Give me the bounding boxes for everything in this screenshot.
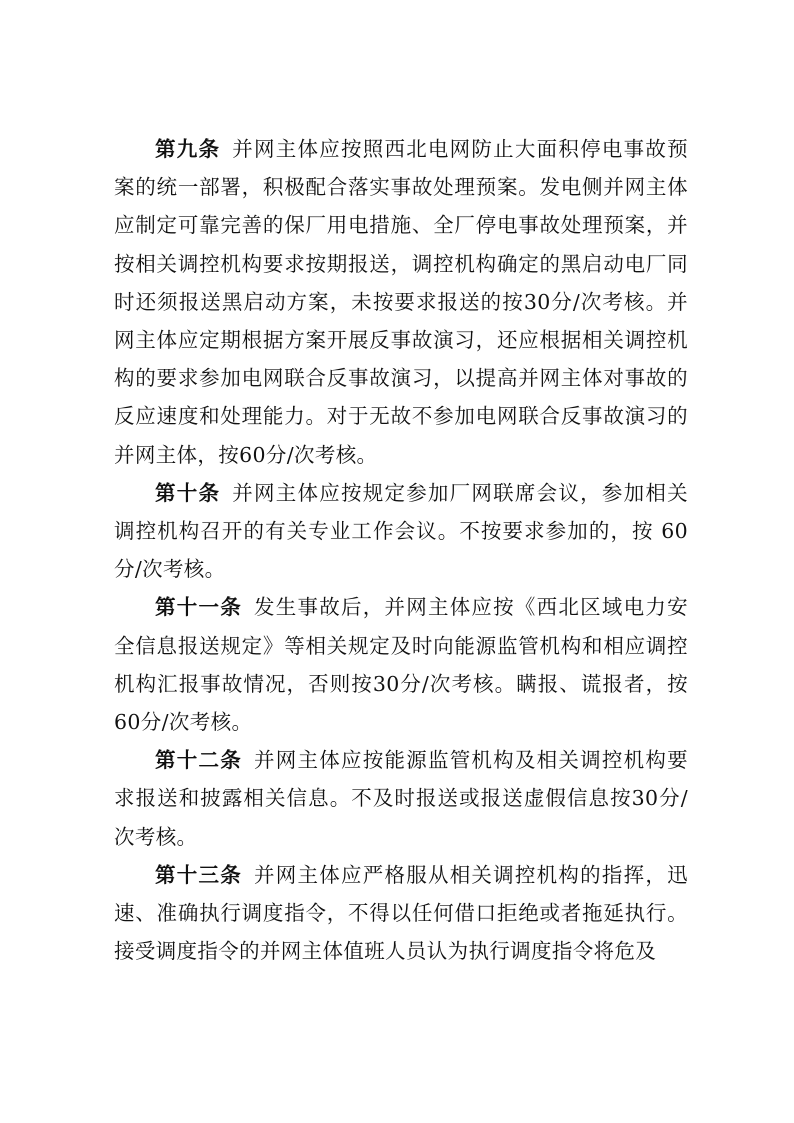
article-body: 并网主体应按能源监管机构及相关调控机构要求报送和披露相关信息。不及时报送或报送虚假信息按30分/次考核。 [114,748,688,849]
article-10 [114,474,688,589]
article-body: 并网主体应严格服从相关调控机构的指挥，迅速、准确执行调度指令，不得以任何借口拒绝或者拖延执行。接受调度指令的并网主体值班人员认为执行调度指令将危及 [114,862,688,964]
article-9 [114,130,688,474]
article-heading: 第十二条 [155,748,242,773]
article-13 [114,856,688,971]
article-body: 并网主体应按照西北电网防止大面积停电事故预案的统一部署，积极配合落实事故处理预案。发电侧并网主体应制定可靠完善的保厂用电措施、全厂停电事故处理预案，并按相关调控机构要求按期报送，调控机构确定的黑启动电厂同时还须报送黑启动方案，未按要求报送的按30分/次考核。并网主体应定期根据方案开展反事故演习，还应根据相关调控机构的要求参加电网联合反事故演习，以提高并网主体对事故的反应速度和处理能力。对于无故不参加电网联合反事故演习的并网主体，按60分/次考核。 [114,137,688,467]
article-11 [114,588,688,741]
article-body: 发生事故后，并网主体应按《西北区域电力安全信息报送规定》等相关规定及时向能源监管机构和相应调控机构汇报事故情况，否则按30分/次考核。瞒报、谎报者，按60分/次考核。 [114,595,688,735]
article-heading: 第十三条 [155,862,242,887]
article-heading: 第十条 [155,480,221,505]
article-12 [114,741,688,856]
article-body: 并网主体应按规定参加厂网联席会议，参加相关调控机构召开的有关专业工作会议。不按要求参加的，按 60分/次考核。 [114,480,688,582]
article-heading: 第十一条 [155,595,242,620]
document-page [114,130,688,970]
article-heading: 第九条 [155,137,221,161]
